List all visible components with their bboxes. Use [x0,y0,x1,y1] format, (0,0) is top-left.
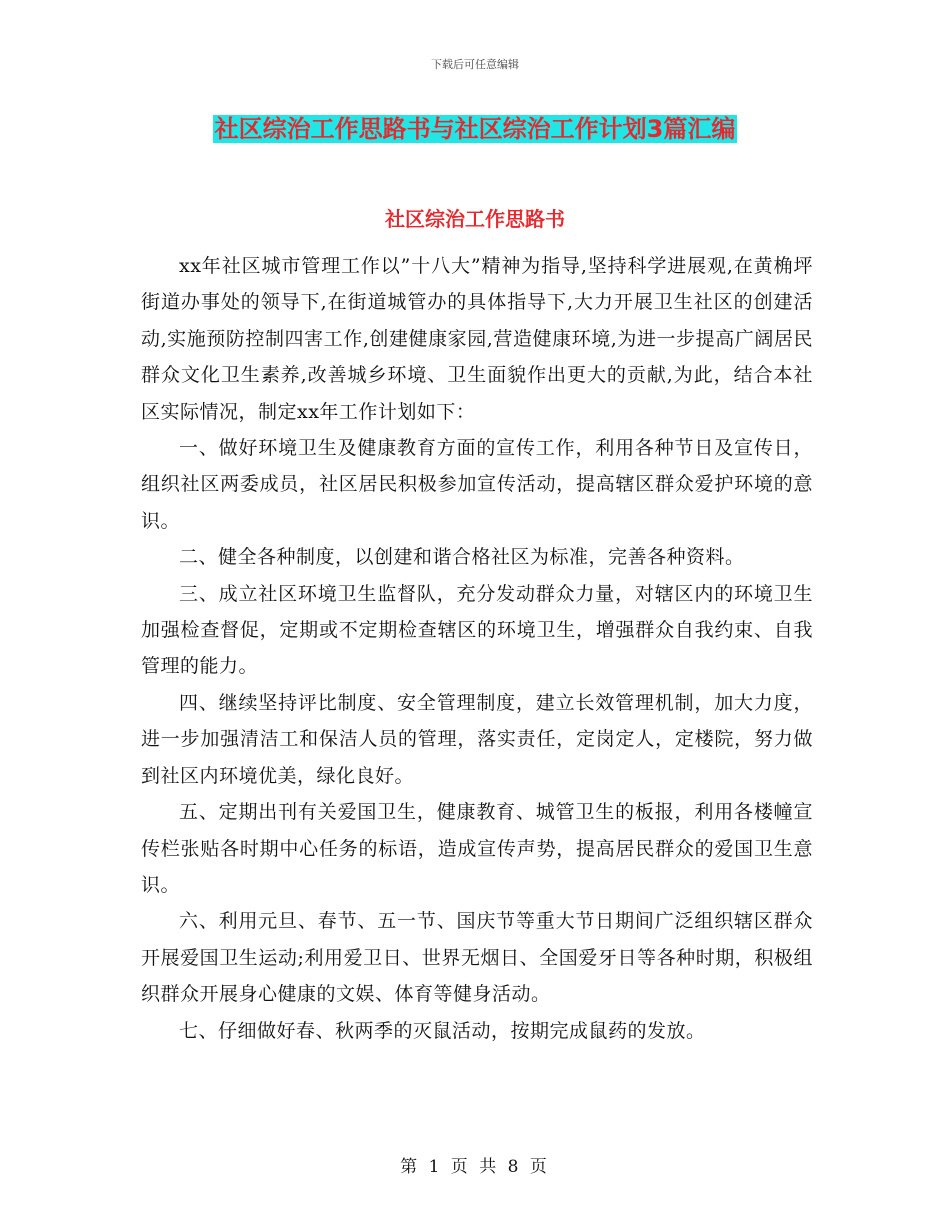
paragraph: 二、健全各种制度，以创建和谐合格社区为标准，完善各种资料。 [179,546,745,569]
document-body [141,248,813,1049]
paragraph: 五、定期出刊有关爱国卫生，健康教育、城管卫生的板报，利用各楼幢宣传栏张贴各时期中心任务的标语，造成宣传声势，提高居民群众的爱国卫生意识。 [141,801,813,896]
header-note: 下载后可任意编辑 [431,58,519,71]
paragraph: 六、利用元旦、春节、五一节、国庆节等重大节日期间广泛组织辖区群众开展爱国卫生运动;利用爱卫日、世界无烟日、全国爱牙日等各种时期，积极组织群众开展身心健康的文娱、体育等健身活动。 [141,910,813,1006]
paragraph: 一、做好环境卫生及健康教育方面的宣传工作，利用各种节日及宣传日，组织社区两委成员，社区居民积极参加宣传活动，提高辖区群众爱护环境的意识。 [141,437,813,532]
paragraph: 七、仔细做好春、秋两季的灭鼠活动，按期完成鼠药的发放。 [179,1019,706,1042]
page-footer: 第 1 页 共 8 页 [400,1157,550,1177]
document-title-text: 社区综治工作思路书与社区综治工作计划3篇汇编 [214,115,736,143]
section-title: 社区综治工作思路书 [385,207,565,231]
paragraph: 四、继续坚持评比制度、安全管理制度，建立长效管理机制，加大力度，进一步加强清洁工和保洁人员的管理，落实责任，定岗定人，定楼院，努力做到社区内环境优美，绿化良好。 [141,691,813,787]
paragraph: xx年社区城市管理工作以”十八大”精神为指导,坚持科学进展观,在黄桷坪街道办事处的领导下,在街道城管办的具体指导下,大力开展卫生社区的创建活动,实施预防控制四害工作,创建健康家园,营造健康环境,为进一步提高广阔居民群众文化卫生素养,改善城乡环境、卫生面貌作出更大的贡献,为此，结合本社区实际情况，制定xx年工作计划如下： [141,255,813,423]
document-title [0,112,950,146]
paragraph: 三、成立社区环境卫生监督队，充分发动群众力量，对辖区内的环境卫生加强检查督促，定期或不定期检查辖区的环境卫生，增强群众自我约束、自我管理的能力。 [141,582,813,678]
